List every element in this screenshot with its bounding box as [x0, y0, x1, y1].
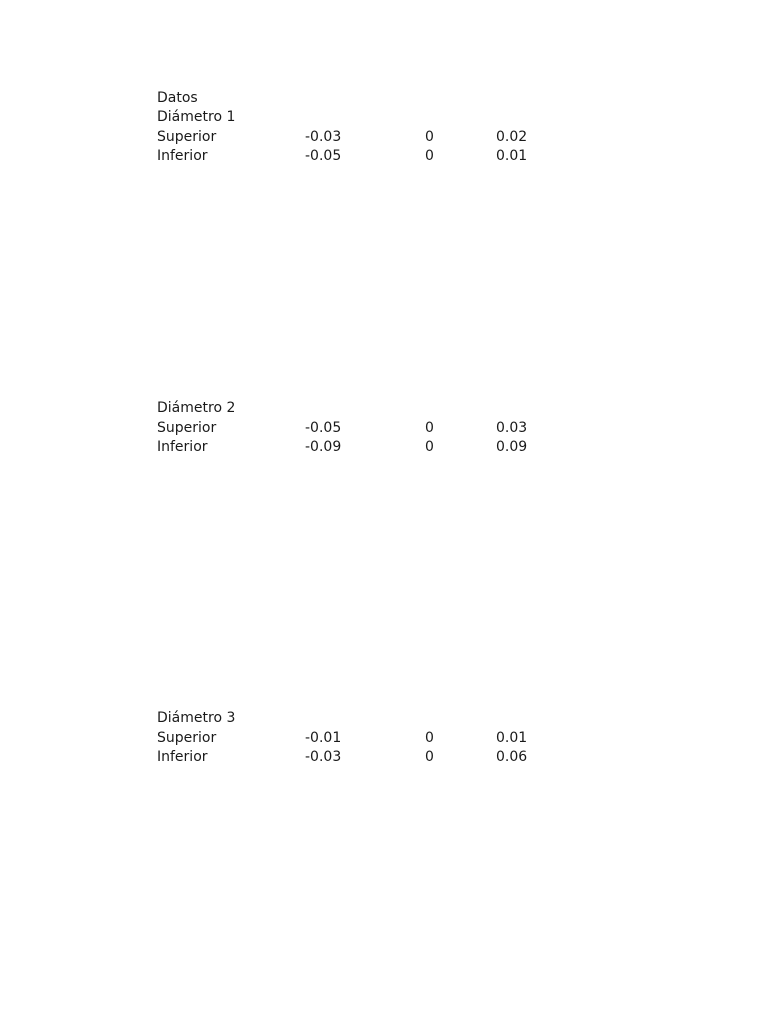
- document-title: Datos: [157, 90, 198, 106]
- row-value-1: -0.05: [305, 420, 342, 436]
- row-value-2: 0: [425, 129, 434, 145]
- row-value-2: 0: [425, 420, 434, 436]
- row-value-3: 0.03: [496, 420, 528, 436]
- section-heading: Diámetro 1: [157, 109, 236, 125]
- row-label: Superior: [157, 129, 217, 145]
- row-value-1: -0.09: [305, 439, 342, 455]
- row-value-3: 0.09: [496, 439, 528, 455]
- row-value-1: -0.03: [305, 749, 342, 765]
- row-value-3: 0.01: [496, 730, 528, 746]
- row-label: Inferior: [157, 148, 208, 164]
- row-label: Superior: [157, 420, 217, 436]
- section-heading: Diámetro 2: [157, 400, 236, 416]
- row-value-1: -0.01: [305, 730, 342, 746]
- row-value-3: 0.06: [496, 749, 528, 765]
- row-label: Superior: [157, 730, 217, 746]
- row-value-2: 0: [425, 730, 434, 746]
- row-value-3: 0.02: [496, 129, 528, 145]
- row-value-2: 0: [425, 749, 434, 765]
- row-value-3: 0.01: [496, 148, 528, 164]
- row-value-1: -0.03: [305, 129, 342, 145]
- row-value-2: 0: [425, 148, 434, 164]
- row-value-2: 0: [425, 439, 434, 455]
- row-label: Inferior: [157, 749, 208, 765]
- row-value-1: -0.05: [305, 148, 342, 164]
- section-heading: Diámetro 3: [157, 710, 236, 726]
- row-label: Inferior: [157, 439, 208, 455]
